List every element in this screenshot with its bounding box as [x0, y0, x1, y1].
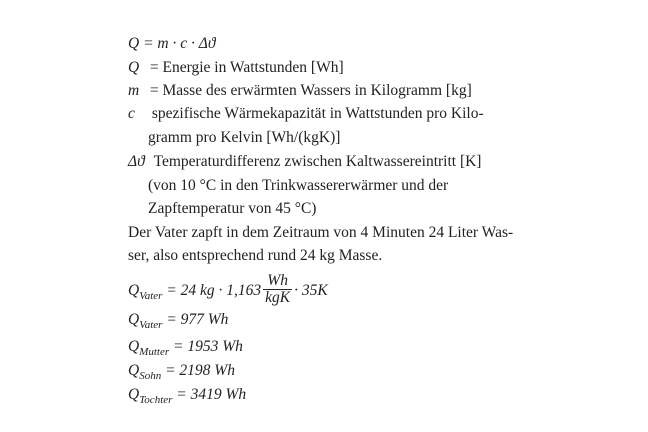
definition-symbol: Q [128, 59, 140, 76]
formula-q: Q [128, 35, 140, 52]
calc-mutter-result [128, 337, 243, 362]
definition-delta-theta-continued-2 [148, 199, 316, 219]
subscript-sohn: Sohn [139, 370, 162, 382]
vater-formula-right: · 35K [294, 282, 328, 299]
subscript-vater: Vater [139, 319, 163, 331]
main-formula [128, 34, 215, 54]
q-symbol: Q [128, 386, 140, 403]
vater-formula-left: = 24 kg · 1,163 [166, 282, 262, 299]
q-symbol: Q [128, 311, 140, 328]
calc-vater-formula [128, 272, 328, 315]
calc-sohn-result [128, 361, 235, 386]
q-symbol: Q [128, 338, 140, 355]
subscript-tochter: Tochter [139, 394, 173, 406]
definition-symbol: m [128, 82, 140, 99]
definition-c-continued [148, 128, 340, 148]
vater-result: = 977 Wh [166, 311, 229, 328]
definition-text-line2: (von 10 °C in den Trinkwassererwärmer und der [148, 177, 449, 194]
fraction-numerator: Wh [263, 273, 292, 290]
definition-c [128, 104, 484, 124]
tochter-result: = 3419 Wh [176, 386, 247, 403]
q-symbol: Q [128, 362, 140, 379]
definition-text-line1: Temperaturdifferenz zwischen Kaltwassereintritt [K] [153, 153, 482, 170]
subscript-mutter: Mutter [139, 346, 170, 358]
definition-text-line3: Zapftemperatur von 45 °C) [148, 200, 317, 217]
fraction-wh-per-kgk [263, 273, 292, 306]
q-symbol: Q [128, 282, 140, 299]
definition-text-line1: spezifische Wärmekapazität in Wattstunden pro Kilo- [151, 105, 484, 122]
formula-rhs: = m · c · Δϑ [143, 35, 216, 52]
definition-text: = Energie in Wattstunden [Wh] [149, 59, 344, 76]
definition-text-line2: gramm pro Kelvin [Wh/(kgK)] [148, 129, 341, 146]
calc-vater-result [128, 310, 228, 335]
definition-text: = Masse des erwärmten Wassers in Kilogramm [kg] [149, 82, 472, 99]
definition-delta-theta [128, 152, 481, 172]
paragraph-line-2: ser, also entsprechend rund 24 kg Masse. [128, 247, 383, 264]
calc-tochter-result [128, 385, 246, 410]
definition-symbol: c [128, 105, 135, 122]
sohn-result: = 2198 Wh [165, 362, 235, 379]
definition-q [128, 58, 344, 78]
fraction-denominator: kgK [265, 288, 291, 306]
subscript-vater: Vater [139, 290, 163, 302]
paragraph-line-1: Der Vater zapft in dem Zeitraum von 4 Minuten 24 Liter Was- [128, 224, 514, 241]
mutter-result: = 1953 Wh [173, 338, 243, 355]
definition-symbol: Δϑ [128, 153, 145, 170]
definition-m [128, 81, 472, 101]
definition-delta-theta-continued-1 [148, 176, 448, 196]
